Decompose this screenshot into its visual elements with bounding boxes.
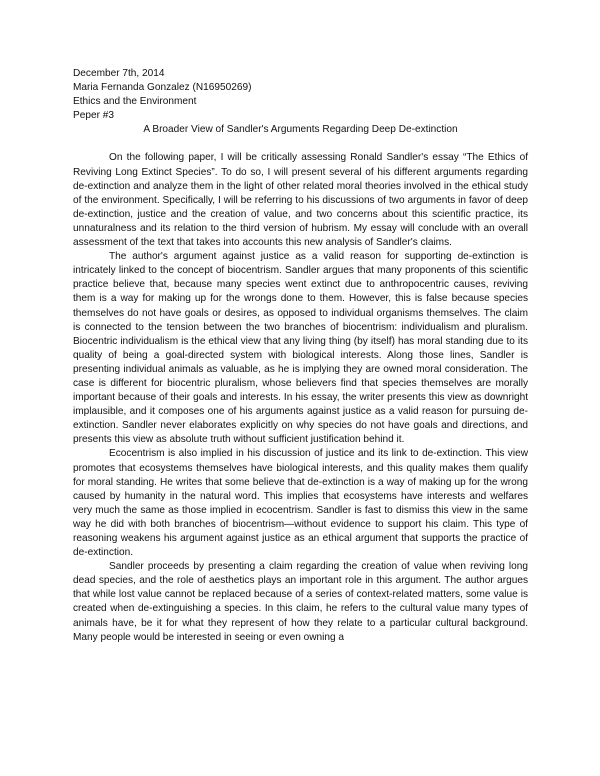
paragraph: The author's argument against justice as a valid reason for supporting de-extinction is intricately linked to the concept of biocentrism. Sandler argues that many proponents of this scientific practice believe that, because many species went extinct due to anthropocentric causes, reviving them is a way for making up for the wrongs done to them. However, this is false because species themselves do not have goals or desires, as opposed to individual organisms themselves. The claim is connected to the tension between the two branches of biocentrism: individualism and pluralism. Biocentric individualism is the ethical view that any living thing (by itself) has moral standing due to its quality of being a goal-directed system with biological interests. Along those lines, Sandler is presenting individual animals as valuable, as he is implying they are owned moral consideration. The case is different for biocentric pluralism, whose believers find that species themselves are morally important because of their goals and interests. In his essay, the writer presents this view as downright implausible, and it composes one of his arguments against justice as a valid reason for pursuing de-extinction. Sandler never elaborates explicitly on why species do not have goals and directions, and presents this view as absolute truth without sufficient justification behind it. xyxy=(73,251,528,446)
document-course: Ethics and the Environment xyxy=(73,96,197,108)
paragraph: Ecocentrism is also implied in his discussion of justice and its link to de-extinction. This view promotes that ecosystems themselves have biological interests, and this quality makes them qualify for moral standing. He writes that some believe that de-extinction is a way of making up for the wrong caused by humanity in the natural word. This implies that ecosystems have interests and welfares very much the same as those implied in ecocentrism. Sandler is fast to dismiss this view in the same way he did with both branches of biocentrism—without evidence to support his claim. This type of reasoning weakens his argument against justice as an ethical argument that supports the practice of de-extinction. xyxy=(73,448,528,559)
document-author: Maria Fernanda Gonzalez (N16950269) xyxy=(73,82,252,94)
document-title: A Broader View of Sandler's Arguments Regarding Deep De-extinction xyxy=(143,124,458,136)
document-date: December 7th, 2014 xyxy=(73,68,165,79)
paragraph: Sandler proceeds by presenting a claim regarding the creation of value when reviving long dead species, and the role of aesthetics plays an important role in this argument. The author argues that while lost value cannot be replaced because of a series of context-related matters, some value is created when de-extinguishing a species. In this claim, he refers to the cultural value many types of animals have, be it for what they represent of how they relate to a particular cultural background. Many people would be interested in seeing or even owning a xyxy=(73,561,528,643)
document-content xyxy=(73,67,528,645)
paragraph: On the following paper, I will be critically assessing Ronald Sandler's essay “The Ethics of Reviving Long Extinct Species”. To do so, I will present several of his different arguments regarding de-extinction and analyze them in the light of other related moral theories involved in the ethical study of the environment. Specifically, I will be referring to his discussions of two arguments in favor of deep de-extinction, justice and the creation of value, and two concerns about this scientific practice, its unnaturalness and its relation to the third version of hubrism. My essay will conclude with an overall assessment of the text that takes into accounts this new analysis of Sandler's claims. xyxy=(73,152,528,249)
document-assignment: Peper #3 xyxy=(73,110,114,122)
